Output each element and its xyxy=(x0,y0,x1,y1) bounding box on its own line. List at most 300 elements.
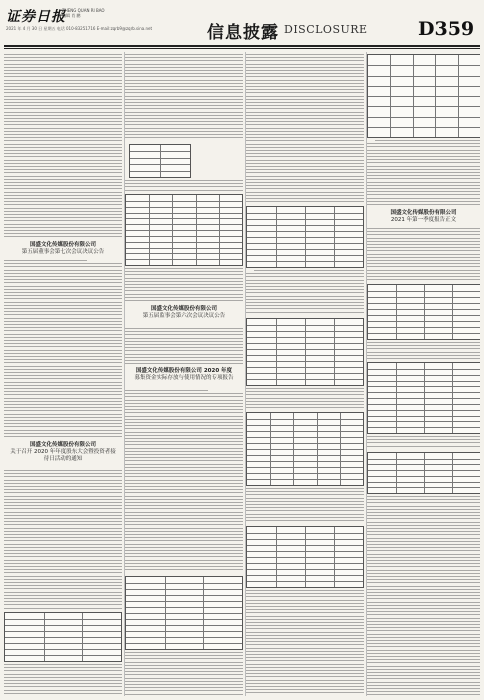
logo-subtitle xyxy=(62,8,105,18)
fine-print-line xyxy=(4,295,122,296)
fine-print-line xyxy=(4,124,122,125)
fine-print-line xyxy=(125,416,243,417)
fine-print-line xyxy=(367,194,480,195)
fine-print-line xyxy=(367,630,480,631)
column-divider xyxy=(124,52,125,696)
fine-print-line xyxy=(4,73,122,74)
header-rule xyxy=(4,45,480,47)
fine-print-line xyxy=(367,554,480,555)
fine-print-line xyxy=(246,160,364,161)
fine-print-line xyxy=(125,553,243,554)
fine-print-line xyxy=(125,438,243,439)
fine-print-line xyxy=(4,366,122,367)
fine-print-line xyxy=(246,391,364,392)
fine-print-line xyxy=(367,560,480,561)
fine-print-line xyxy=(246,302,364,303)
masthead xyxy=(0,0,484,44)
fine-print-line xyxy=(367,506,480,507)
fine-print-line xyxy=(125,665,243,666)
fine-print-line xyxy=(125,652,243,653)
newspaper-logo: 证券日报 xyxy=(6,9,66,25)
fine-print-line xyxy=(246,276,364,277)
fine-print-line xyxy=(4,683,122,684)
table-row-divider xyxy=(126,201,242,202)
fine-print-line xyxy=(246,108,364,109)
fine-print-line xyxy=(246,92,364,93)
table-row-divider xyxy=(126,625,242,626)
table-col-divider xyxy=(44,613,45,661)
fine-print-line xyxy=(367,557,480,558)
fine-print-line xyxy=(367,352,480,353)
fine-print-line xyxy=(367,156,480,157)
fine-print-line xyxy=(246,689,364,690)
fine-print-line xyxy=(4,302,122,303)
fine-print-line xyxy=(246,517,364,518)
fine-print-line xyxy=(246,404,364,405)
table-row-divider xyxy=(247,419,363,420)
table-row-divider xyxy=(126,224,242,225)
fine-print-line xyxy=(125,655,243,656)
fine-print-line xyxy=(4,394,122,395)
fine-print-line xyxy=(246,131,364,132)
fine-print-line xyxy=(125,674,243,675)
fine-print-line xyxy=(367,656,480,657)
fine-print-line xyxy=(4,144,122,145)
fine-print-line xyxy=(4,528,122,529)
table-col-divider xyxy=(293,413,294,485)
fine-print-line xyxy=(4,131,122,132)
fine-print-line xyxy=(367,602,480,603)
fine-print-line xyxy=(4,172,122,173)
fine-print-line xyxy=(246,299,364,300)
fine-print-line xyxy=(4,314,122,315)
fine-print-line xyxy=(367,509,480,510)
fine-print-line xyxy=(246,673,364,674)
column-3 xyxy=(246,52,364,696)
fine-print-line xyxy=(367,515,480,516)
fine-print-line xyxy=(4,102,122,103)
fine-print-line xyxy=(367,624,480,625)
fine-print-line xyxy=(367,627,480,628)
table-col-divider xyxy=(396,363,397,433)
fine-print-line xyxy=(4,598,122,599)
fine-print-line xyxy=(367,198,480,199)
fine-print-line xyxy=(4,289,122,290)
fine-print-line xyxy=(246,179,364,180)
fine-print-line xyxy=(4,163,122,164)
fine-print-line xyxy=(125,347,243,348)
fine-print-line xyxy=(4,92,122,93)
fine-print-line xyxy=(246,616,364,617)
table-row-divider xyxy=(247,461,363,462)
fine-print-line xyxy=(4,572,122,573)
table-col-divider xyxy=(276,527,277,587)
fine-print-line xyxy=(246,188,364,189)
fine-print-line xyxy=(125,281,243,282)
fine-print-line xyxy=(4,227,122,228)
fine-print-line xyxy=(4,518,122,519)
fine-print-line xyxy=(367,250,480,251)
fine-print-line xyxy=(367,541,480,542)
fine-print-line xyxy=(246,612,364,613)
fine-print-line xyxy=(125,480,243,481)
fine-print-line xyxy=(4,690,122,691)
fine-print-line xyxy=(4,592,122,593)
fine-print-line xyxy=(4,96,122,97)
fine-print-line xyxy=(246,195,364,196)
fine-print-line xyxy=(125,412,243,413)
table-row-divider xyxy=(126,595,242,596)
fine-print-line xyxy=(4,305,122,306)
fine-print-line xyxy=(4,544,122,545)
fine-print-line xyxy=(367,185,480,186)
table-row-divider xyxy=(368,86,480,87)
fine-print-line xyxy=(246,124,364,125)
fine-print-line xyxy=(125,470,243,471)
fine-print-line xyxy=(367,241,480,242)
fine-print-line xyxy=(367,634,480,635)
fine-print-line xyxy=(367,178,480,179)
table-row-divider xyxy=(247,437,363,438)
fine-print-line xyxy=(125,684,243,685)
fine-print-line xyxy=(246,89,364,90)
fine-print-line xyxy=(246,286,364,287)
data-table xyxy=(246,318,364,386)
fine-print-line xyxy=(125,190,243,191)
fine-print-line xyxy=(4,420,122,421)
fine-print-line xyxy=(125,518,243,519)
fine-print-line xyxy=(4,353,122,354)
fine-print-line xyxy=(246,494,364,495)
fine-print-line xyxy=(125,512,243,513)
fine-print-line xyxy=(125,118,243,119)
fine-print-line xyxy=(4,292,122,293)
fine-print-line xyxy=(125,448,243,449)
fine-print-line xyxy=(246,296,364,297)
fine-print-line xyxy=(367,191,480,192)
fine-print-line xyxy=(367,276,480,277)
fine-print-line xyxy=(367,659,480,660)
fine-print-line xyxy=(4,426,122,427)
table-col-divider xyxy=(452,363,453,433)
fine-print-line xyxy=(246,176,364,177)
table-row-divider xyxy=(247,455,363,456)
fine-print-line xyxy=(4,601,122,602)
table-row-divider xyxy=(126,213,242,214)
fine-print-line xyxy=(125,344,243,345)
fine-print-line xyxy=(125,694,243,695)
fine-print-line xyxy=(367,172,480,173)
fine-print-line xyxy=(4,350,122,351)
fine-print-line xyxy=(246,134,364,135)
fine-print-line xyxy=(4,499,122,500)
fine-print-line xyxy=(4,560,122,561)
table-col-divider xyxy=(396,285,397,339)
fine-print-line xyxy=(4,531,122,532)
fine-print-line xyxy=(367,586,480,587)
fine-print-line xyxy=(125,121,243,122)
fine-print-line xyxy=(4,282,122,283)
fine-print-line xyxy=(367,512,480,513)
fine-print-line xyxy=(246,520,364,521)
fine-print-line xyxy=(4,430,122,431)
fine-print-line xyxy=(246,683,364,684)
fine-print-line xyxy=(246,57,364,58)
fine-print-line xyxy=(4,608,122,609)
fine-print-line xyxy=(4,664,122,665)
fine-print-line xyxy=(125,268,243,269)
fine-print-line xyxy=(367,166,480,167)
fine-print-line xyxy=(4,534,122,535)
fine-print-line xyxy=(4,188,122,189)
fine-print-line xyxy=(4,337,122,338)
fine-print-line xyxy=(4,585,122,586)
fine-print-line xyxy=(125,124,243,125)
section-title: 信息披露 xyxy=(207,23,279,43)
fine-print-line xyxy=(4,686,122,687)
fine-print-line xyxy=(4,324,122,325)
fine-print-line xyxy=(4,266,122,267)
fine-print-line xyxy=(4,582,122,583)
fine-print-line xyxy=(125,92,243,93)
fine-print-line xyxy=(367,646,480,647)
fine-print-line xyxy=(246,488,364,489)
fine-print-line xyxy=(246,625,364,626)
fine-print-line xyxy=(4,566,122,567)
fine-print-line xyxy=(367,640,480,641)
fine-print-line xyxy=(4,674,122,675)
fine-print-line xyxy=(125,521,243,522)
table-col-divider xyxy=(149,195,150,265)
fine-print-line xyxy=(4,667,122,668)
fine-print-line xyxy=(4,579,122,580)
fine-print-line xyxy=(367,582,480,583)
fine-print-line xyxy=(246,198,364,199)
fine-print-line xyxy=(4,502,122,503)
fine-print-line xyxy=(125,550,243,551)
fine-print-line xyxy=(125,341,243,342)
fine-print-line xyxy=(367,279,480,280)
table-col-divider xyxy=(334,207,335,267)
fine-print-line xyxy=(367,650,480,651)
fine-print-line xyxy=(125,396,243,397)
table-row-divider xyxy=(126,230,242,231)
fine-print-line xyxy=(367,531,480,532)
fine-print-line xyxy=(246,388,364,389)
fine-print-line xyxy=(246,401,364,402)
fine-print-line xyxy=(246,182,364,183)
fine-print-line xyxy=(4,410,122,411)
fine-print-line xyxy=(367,643,480,644)
table-col-divider xyxy=(424,285,425,339)
fine-print-line xyxy=(125,499,243,500)
fine-print-line xyxy=(4,375,122,376)
fine-print-line xyxy=(367,675,480,676)
data-table xyxy=(367,284,480,340)
table-col-divider xyxy=(305,207,306,267)
fine-print-line xyxy=(4,176,122,177)
fine-print-line xyxy=(4,153,122,154)
fine-print-line xyxy=(246,407,364,408)
fine-print-line xyxy=(367,621,480,622)
table-col-divider xyxy=(305,527,306,587)
fine-print-line xyxy=(367,162,480,163)
fine-print-line xyxy=(367,522,480,523)
fine-print-line xyxy=(246,628,364,629)
fine-print-line xyxy=(367,598,480,599)
fine-print-line xyxy=(4,515,122,516)
fine-print-line xyxy=(246,115,364,116)
table-row-divider xyxy=(5,655,121,656)
fine-print-line xyxy=(246,593,364,594)
fine-print-line xyxy=(125,547,243,548)
fine-print-line xyxy=(125,287,243,288)
fine-print-line xyxy=(246,67,364,68)
fine-print-line xyxy=(367,608,480,609)
fine-print-line xyxy=(4,137,122,138)
fine-print-line xyxy=(367,188,480,189)
fine-print-line xyxy=(125,502,243,503)
fine-print-line xyxy=(125,80,243,81)
fine-print-line xyxy=(125,496,243,497)
table-col-divider xyxy=(165,577,166,649)
fine-print-line xyxy=(246,273,364,274)
fine-print-line xyxy=(4,83,122,84)
table-row-divider xyxy=(247,479,363,480)
fine-print-line xyxy=(125,393,243,394)
fine-print-line xyxy=(246,648,364,649)
fine-print-line xyxy=(367,436,480,437)
fine-print-line xyxy=(246,670,364,671)
fine-print-line xyxy=(125,473,243,474)
fine-print-line xyxy=(246,606,364,607)
fine-print-line xyxy=(367,662,480,663)
fine-print-line xyxy=(4,547,122,548)
fine-print-line xyxy=(367,446,480,447)
fine-print-line xyxy=(367,518,480,519)
fine-print-line xyxy=(125,105,243,106)
fine-print-line xyxy=(4,76,122,77)
fine-print-line xyxy=(125,64,243,65)
fine-print-line xyxy=(4,340,122,341)
fine-print-line xyxy=(367,263,480,264)
fine-print-line xyxy=(4,327,122,328)
fine-print-line xyxy=(125,489,243,490)
fine-print-line xyxy=(4,359,122,360)
fine-print-line xyxy=(246,70,364,71)
fine-print-line xyxy=(125,534,243,535)
fine-print-line xyxy=(246,596,364,597)
fine-print-line xyxy=(125,57,243,58)
fine-print-line xyxy=(367,499,480,500)
fine-print-line xyxy=(125,271,243,272)
table-row-divider xyxy=(126,207,242,208)
fine-print-line xyxy=(367,611,480,612)
fine-print-line xyxy=(246,600,364,601)
fine-print-line xyxy=(4,115,122,116)
fine-print-line xyxy=(246,504,364,505)
fine-print-line xyxy=(246,99,364,100)
fine-print-line xyxy=(246,60,364,61)
fine-print-line xyxy=(125,531,243,532)
table-col-divider xyxy=(340,413,341,485)
fine-print-line xyxy=(4,308,122,309)
fine-print-line xyxy=(246,398,364,399)
table-row-divider xyxy=(126,607,242,608)
table-row-divider xyxy=(368,106,480,107)
fine-print-line xyxy=(246,80,364,81)
fine-print-line xyxy=(4,433,122,434)
fine-print-line xyxy=(125,566,243,567)
fine-print-line xyxy=(125,390,208,391)
table-row-divider xyxy=(247,425,363,426)
fine-print-line xyxy=(125,544,243,545)
fine-print-line xyxy=(125,409,243,410)
fine-print-line xyxy=(367,694,480,695)
fine-print-line xyxy=(4,208,122,209)
fine-print-line xyxy=(125,687,243,688)
fine-print-line xyxy=(4,286,122,287)
table-row-divider xyxy=(126,259,242,260)
fine-print-line xyxy=(4,86,122,87)
fine-print-line xyxy=(125,86,243,87)
fine-print-line xyxy=(125,451,243,452)
fine-print-line xyxy=(4,473,122,474)
fine-print-line xyxy=(125,508,243,509)
fine-print-line xyxy=(4,54,122,55)
table-row-divider xyxy=(126,631,242,632)
fine-print-line xyxy=(246,147,364,148)
data-table xyxy=(125,194,243,266)
fine-print-line xyxy=(246,76,364,77)
fine-print-line xyxy=(367,525,480,526)
fine-print-line xyxy=(125,560,243,561)
fine-print-line xyxy=(4,595,122,596)
fine-print-line xyxy=(246,686,364,687)
fine-print-line xyxy=(246,660,364,661)
fine-print-line xyxy=(125,96,243,97)
fine-print-line xyxy=(4,489,122,490)
fine-print-line xyxy=(125,457,243,458)
fine-print-line xyxy=(125,274,243,275)
table-row-divider xyxy=(126,589,242,590)
table-row-divider xyxy=(5,625,121,626)
fine-print-line xyxy=(125,460,243,461)
table-col-divider xyxy=(196,195,197,265)
fine-print-line xyxy=(246,632,364,633)
fine-print-line xyxy=(4,398,122,399)
fine-print-line xyxy=(4,670,122,671)
fine-print-line xyxy=(246,491,364,492)
table-col-divider xyxy=(317,413,318,485)
column-1 xyxy=(4,52,122,696)
table-col-divider xyxy=(219,195,220,265)
fine-print-line xyxy=(4,64,122,65)
fine-print-line xyxy=(125,400,243,401)
column-4 xyxy=(367,52,480,696)
fine-print-line xyxy=(4,112,122,113)
fine-print-line xyxy=(125,662,243,663)
table-row-divider xyxy=(5,637,121,638)
fine-print-line xyxy=(367,669,480,670)
table-col-divider xyxy=(424,453,425,493)
fine-print-line xyxy=(4,524,122,525)
fine-print-line xyxy=(246,501,364,502)
fine-print-line xyxy=(125,432,243,433)
fine-print-line xyxy=(125,180,243,181)
fine-print-line xyxy=(246,102,364,103)
fine-print-line xyxy=(125,515,243,516)
